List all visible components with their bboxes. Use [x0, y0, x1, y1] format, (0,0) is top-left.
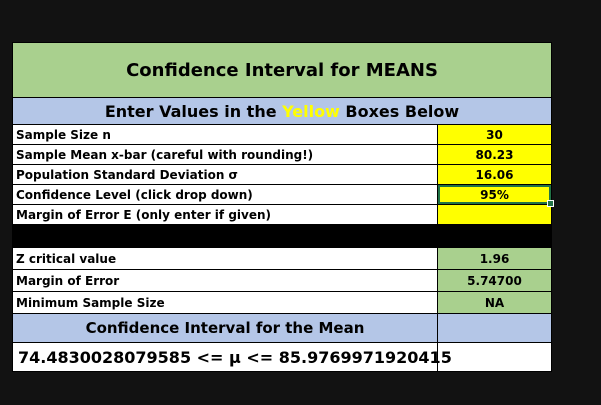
- subtitle-row: [13, 98, 551, 125]
- confidence-level-value: 95%: [480, 187, 509, 202]
- separator-row: [13, 225, 551, 248]
- ci-result: 74.4830028079585 <= μ <= 85.9769971920415: [13, 343, 438, 371]
- output-row-z-critical: [13, 248, 551, 270]
- ci-heading: Confidence Interval for the Mean: [13, 314, 438, 342]
- input-row-confidence-level: [13, 185, 551, 205]
- sample-mean-label: Sample Mean x-bar (careful with rounding!): [13, 145, 438, 164]
- input-row-margin-error: [13, 205, 551, 225]
- ci-result-row: [13, 343, 551, 371]
- input-row-sample-size: [13, 125, 551, 145]
- ci-heading-blank-cell: [438, 314, 551, 342]
- fill-handle[interactable]: [547, 200, 554, 207]
- margin-error-input-label: Margin of Error E (only enter if given): [13, 205, 438, 224]
- z-critical-value: 1.96: [438, 248, 551, 269]
- sample-size-cell[interactable]: 30: [438, 125, 551, 144]
- subtitle-prefix: Enter Values in the: [104, 101, 283, 121]
- margin-error-input-cell[interactable]: [438, 205, 551, 224]
- spreadsheet: [12, 42, 552, 372]
- output-row-margin-error: [13, 270, 551, 292]
- subtitle-highlight: Yellow: [282, 101, 340, 121]
- population-sd-cell[interactable]: 16.06: [438, 165, 551, 184]
- output-row-min-sample: [13, 292, 551, 314]
- sample-mean-cell[interactable]: 80.23: [438, 145, 551, 164]
- sheet-subtitle: [13, 98, 551, 124]
- min-sample-size-value: NA: [438, 292, 551, 313]
- margin-error-value: 5.74700: [438, 270, 551, 291]
- z-critical-label: Z critical value: [13, 248, 438, 269]
- title-row: [13, 43, 551, 98]
- margin-error-label: Margin of Error: [13, 270, 438, 291]
- input-row-sample-mean: [13, 145, 551, 165]
- black-separator: [13, 225, 551, 247]
- subtitle-suffix: Boxes Below: [339, 101, 460, 121]
- ci-result-blank-cell: [438, 343, 551, 371]
- confidence-level-label: Confidence Level (click drop down): [13, 185, 438, 204]
- sheet-title: Confidence Interval for MEANS: [13, 43, 551, 97]
- min-sample-size-label: Minimum Sample Size: [13, 292, 438, 313]
- input-row-population-sd: [13, 165, 551, 185]
- population-sd-label: Population Standard Deviation σ: [13, 165, 438, 184]
- sample-size-label: Sample Size n: [13, 125, 438, 144]
- ci-heading-row: [13, 314, 551, 343]
- confidence-level-dropdown[interactable]: [438, 185, 551, 204]
